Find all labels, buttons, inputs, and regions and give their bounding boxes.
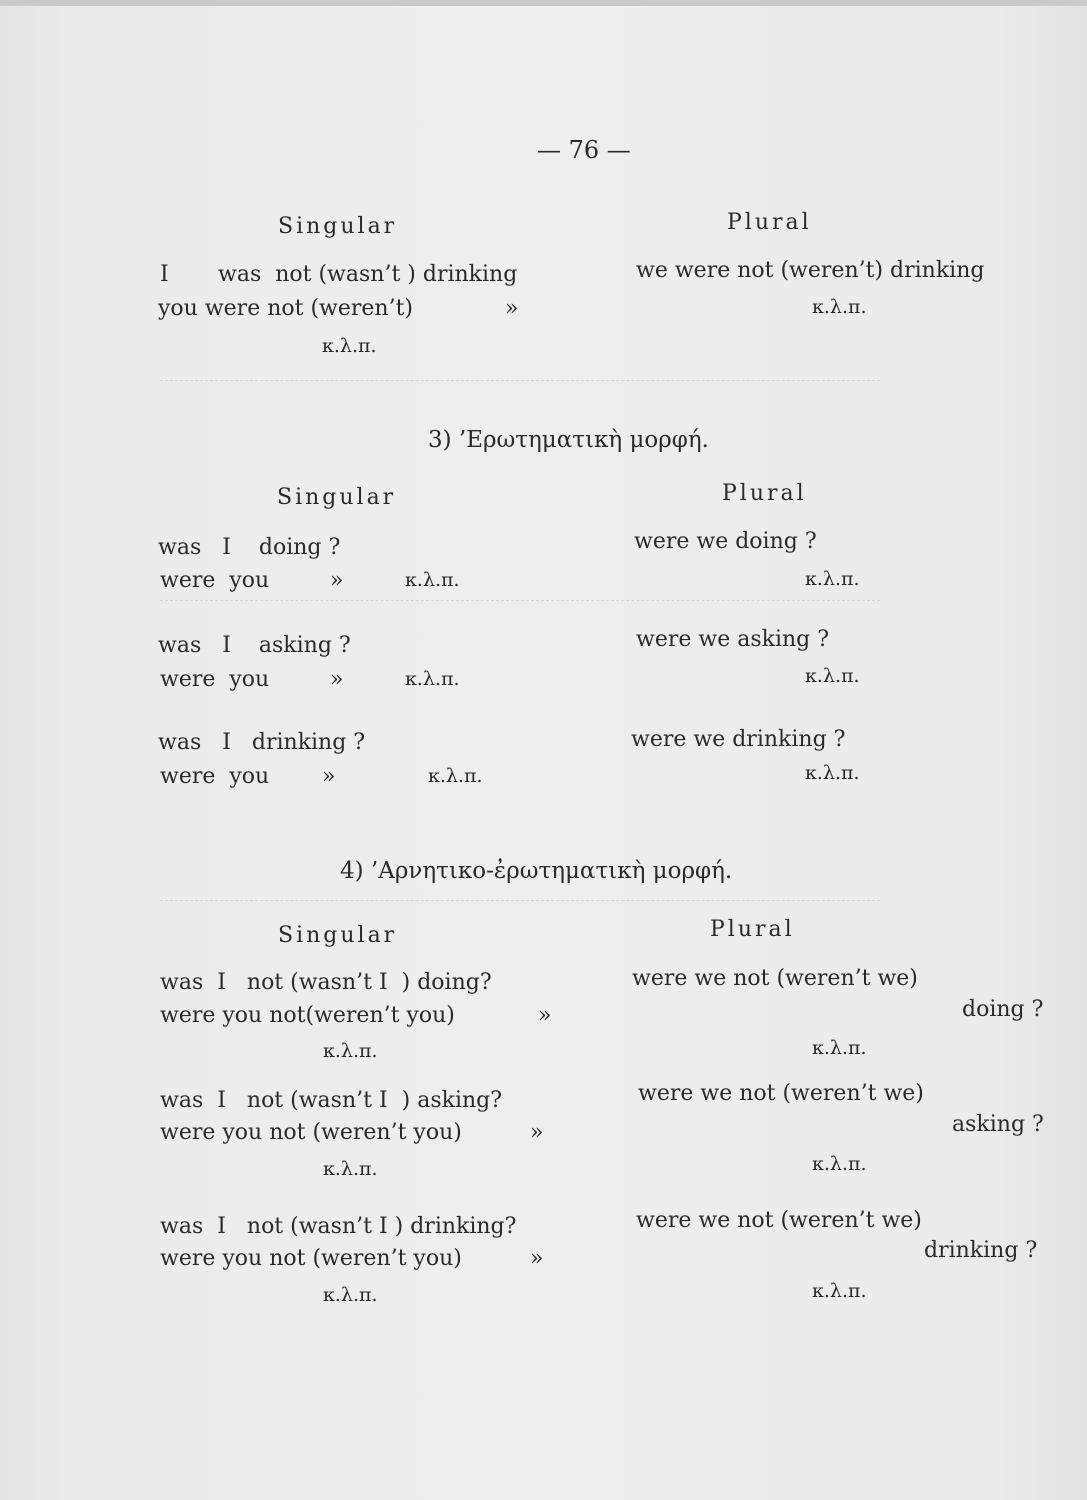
etc-abbreviation: κ.λ.π. xyxy=(812,1037,867,1059)
etc-abbreviation: κ.λ.π. xyxy=(322,335,377,357)
singular-header: Singular xyxy=(278,923,398,948)
etc-abbreviation: κ.λ.π. xyxy=(323,1284,378,1306)
plural-line: were we drinking ? xyxy=(631,727,846,752)
etc-abbreviation: κ.λ.π. xyxy=(805,568,860,590)
etc-abbreviation: κ.λ.π. xyxy=(405,668,460,690)
plural-line-1: we were not (weren’t) drinking xyxy=(636,258,985,283)
singular-line: was I drinking ? xyxy=(158,730,366,755)
plural-line-continuation: asking ? xyxy=(952,1112,1044,1137)
singular-line: was I asking ? xyxy=(158,633,351,658)
section-4-title: 4) ’Αρνητικο-ἐρωτηματικὴ μορφή. xyxy=(340,858,733,884)
singular-line-2: you were not (weren’t) xyxy=(158,296,414,321)
ditto-mark: » xyxy=(322,764,336,789)
bleed-through-1 xyxy=(160,380,880,401)
singular-line-1-pronoun: I xyxy=(160,262,169,287)
plural-line: were we doing ? xyxy=(634,529,817,554)
singular-line: was I not (wasn’t I ) drinking? xyxy=(160,1214,517,1239)
singular-line: were you xyxy=(160,667,270,692)
plural-header: Plural xyxy=(710,917,795,942)
section-3-title: 3) ’Ερωτηματικὴ μορφή. xyxy=(428,427,709,453)
singular-line: were you not (weren’t you) xyxy=(160,1246,462,1271)
singular-line: were you xyxy=(160,568,270,593)
etc-abbreviation: κ.λ.π. xyxy=(323,1158,378,1180)
page-number: — 76 — xyxy=(537,136,631,164)
ditto-mark: » xyxy=(530,1246,544,1271)
etc-abbreviation: κ.λ.π. xyxy=(805,762,860,784)
plural-line-continuation: drinking ? xyxy=(924,1238,1038,1263)
ditto-mark: » xyxy=(530,1120,544,1145)
singular-line: were you not (weren’t you) xyxy=(160,1120,462,1145)
etc-abbreviation: κ.λ.π. xyxy=(405,569,460,591)
singular-line-1: was not (wasn’t ) drinking xyxy=(218,262,518,287)
plural-line: were we not (weren’t we) xyxy=(632,966,918,991)
plural-line-continuation: doing ? xyxy=(962,997,1044,1022)
plural-header: Plural xyxy=(727,210,812,235)
etc-abbreviation: κ.λ.π. xyxy=(428,765,483,787)
singular-header: Singular xyxy=(278,214,398,239)
singular-line: was I not (wasn’t I ) asking? xyxy=(160,1088,503,1113)
singular-line: was I doing ? xyxy=(158,535,341,560)
etc-abbreviation: κ.λ.π. xyxy=(812,1280,867,1302)
plural-line: were we not (weren’t we) xyxy=(638,1081,924,1106)
ditto-mark: » xyxy=(538,1003,552,1028)
ditto-mark: » xyxy=(330,667,344,692)
singular-line: were you not(weren’t you) xyxy=(160,1003,455,1028)
plural-header: Plural xyxy=(722,481,807,506)
singular-line: was I not (wasn’t I ) doing? xyxy=(160,970,492,995)
singular-header: Singular xyxy=(277,485,397,510)
plural-line: were we not (weren’t we) xyxy=(636,1208,922,1233)
etc-abbreviation: κ.λ.π. xyxy=(812,1153,867,1175)
bleed-through-2 xyxy=(160,600,880,621)
ditto-mark: » xyxy=(330,568,344,593)
etc-abbreviation: κ.λ.π. xyxy=(812,296,867,318)
plural-line: were we asking ? xyxy=(636,627,830,652)
etc-abbreviation: κ.λ.π. xyxy=(805,665,860,687)
ditto-mark: » xyxy=(505,296,519,321)
page-top-edge xyxy=(0,0,1087,6)
singular-line: were you xyxy=(160,764,270,789)
etc-abbreviation: κ.λ.π. xyxy=(323,1040,378,1062)
